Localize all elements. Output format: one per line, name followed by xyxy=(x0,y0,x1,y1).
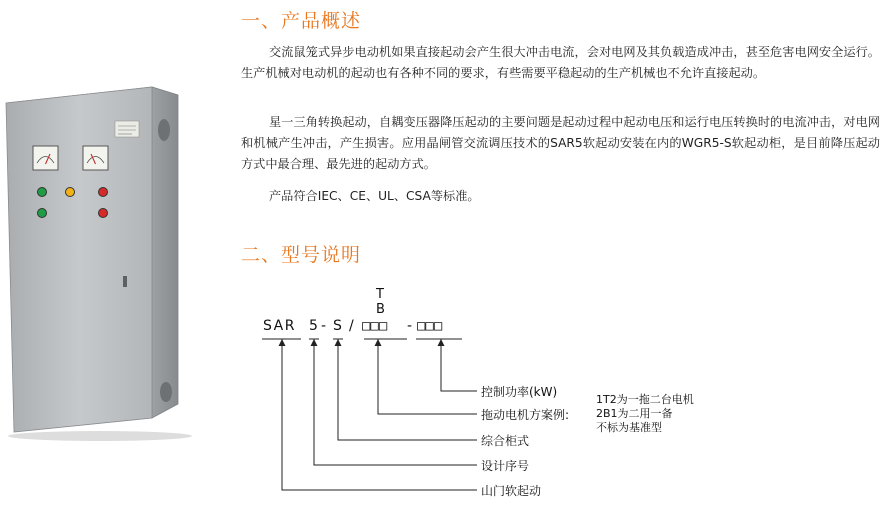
soft-starter-cabinet-image xyxy=(0,0,225,508)
note-default: 不标为基准型 xyxy=(596,421,662,434)
paragraph-intro: 交流鼠笼式异步电动机如果直接起动会产生很大冲击电流，会对电网及其负载造成冲击，甚至危害电网安全运行。生产机械对电动机的起动也有各种不同的要求，有些需要平稳起动的生产机械也不允许直接起动。 xyxy=(241,45,880,80)
note-1t2: 1T2为一拖二台电机 xyxy=(596,393,694,406)
stop-button xyxy=(99,209,108,218)
ammeter xyxy=(33,146,58,170)
section-title-model: 二、型号说明 xyxy=(241,244,362,266)
label-cabinet: 综合柜式 xyxy=(481,434,530,448)
cabinet-front xyxy=(6,87,152,432)
section-title-overview: 一、产品概述 xyxy=(241,10,362,32)
model-dash-2: - xyxy=(407,318,414,334)
paragraph-standards: 产品符合IEC、CE、UL、CSA等标准。 xyxy=(269,189,480,203)
note-2b1: 2B1为二用一备 xyxy=(596,407,673,420)
model-type: S xyxy=(333,318,344,334)
label-brand: 山门软起动 xyxy=(481,484,542,498)
model-letter-t: T xyxy=(376,287,386,302)
indicator-red xyxy=(99,188,108,197)
side-vent-top xyxy=(158,119,170,141)
label-power: 控制功率(kW) xyxy=(481,385,558,399)
nameplate xyxy=(115,121,139,137)
door-handle xyxy=(123,276,127,287)
paragraph-comparison: 星一三角转换起动，自耦变压器降压起动的主要问题是起动过程中起动电压和运行电压转换时的电流冲击，对电网和机械产生冲击，产生损害。应用晶闸管交流调压技术的SAR5软起动安装在内的WGR5-S软起动柜，是目前降压起动方式中最合理、最先进的起动方式。 xyxy=(241,115,880,171)
model-power-boxes: □□□ xyxy=(417,318,443,334)
voltmeter xyxy=(83,146,108,170)
model-dash-1: - xyxy=(321,318,328,334)
label-sequence: 设计序号 xyxy=(481,459,530,473)
start-button xyxy=(38,209,47,218)
model-prefix: SAR xyxy=(263,318,296,334)
model-series: 5 xyxy=(309,318,320,334)
indicator-yellow xyxy=(66,188,75,197)
model-slash: / xyxy=(349,318,356,334)
side-vent-bottom xyxy=(160,382,172,402)
model-letter-b: B xyxy=(376,302,387,317)
indicator-green xyxy=(38,188,47,197)
label-scheme: 拖动电机方案例: xyxy=(481,408,570,422)
model-scheme-boxes: □□□ xyxy=(362,318,388,334)
